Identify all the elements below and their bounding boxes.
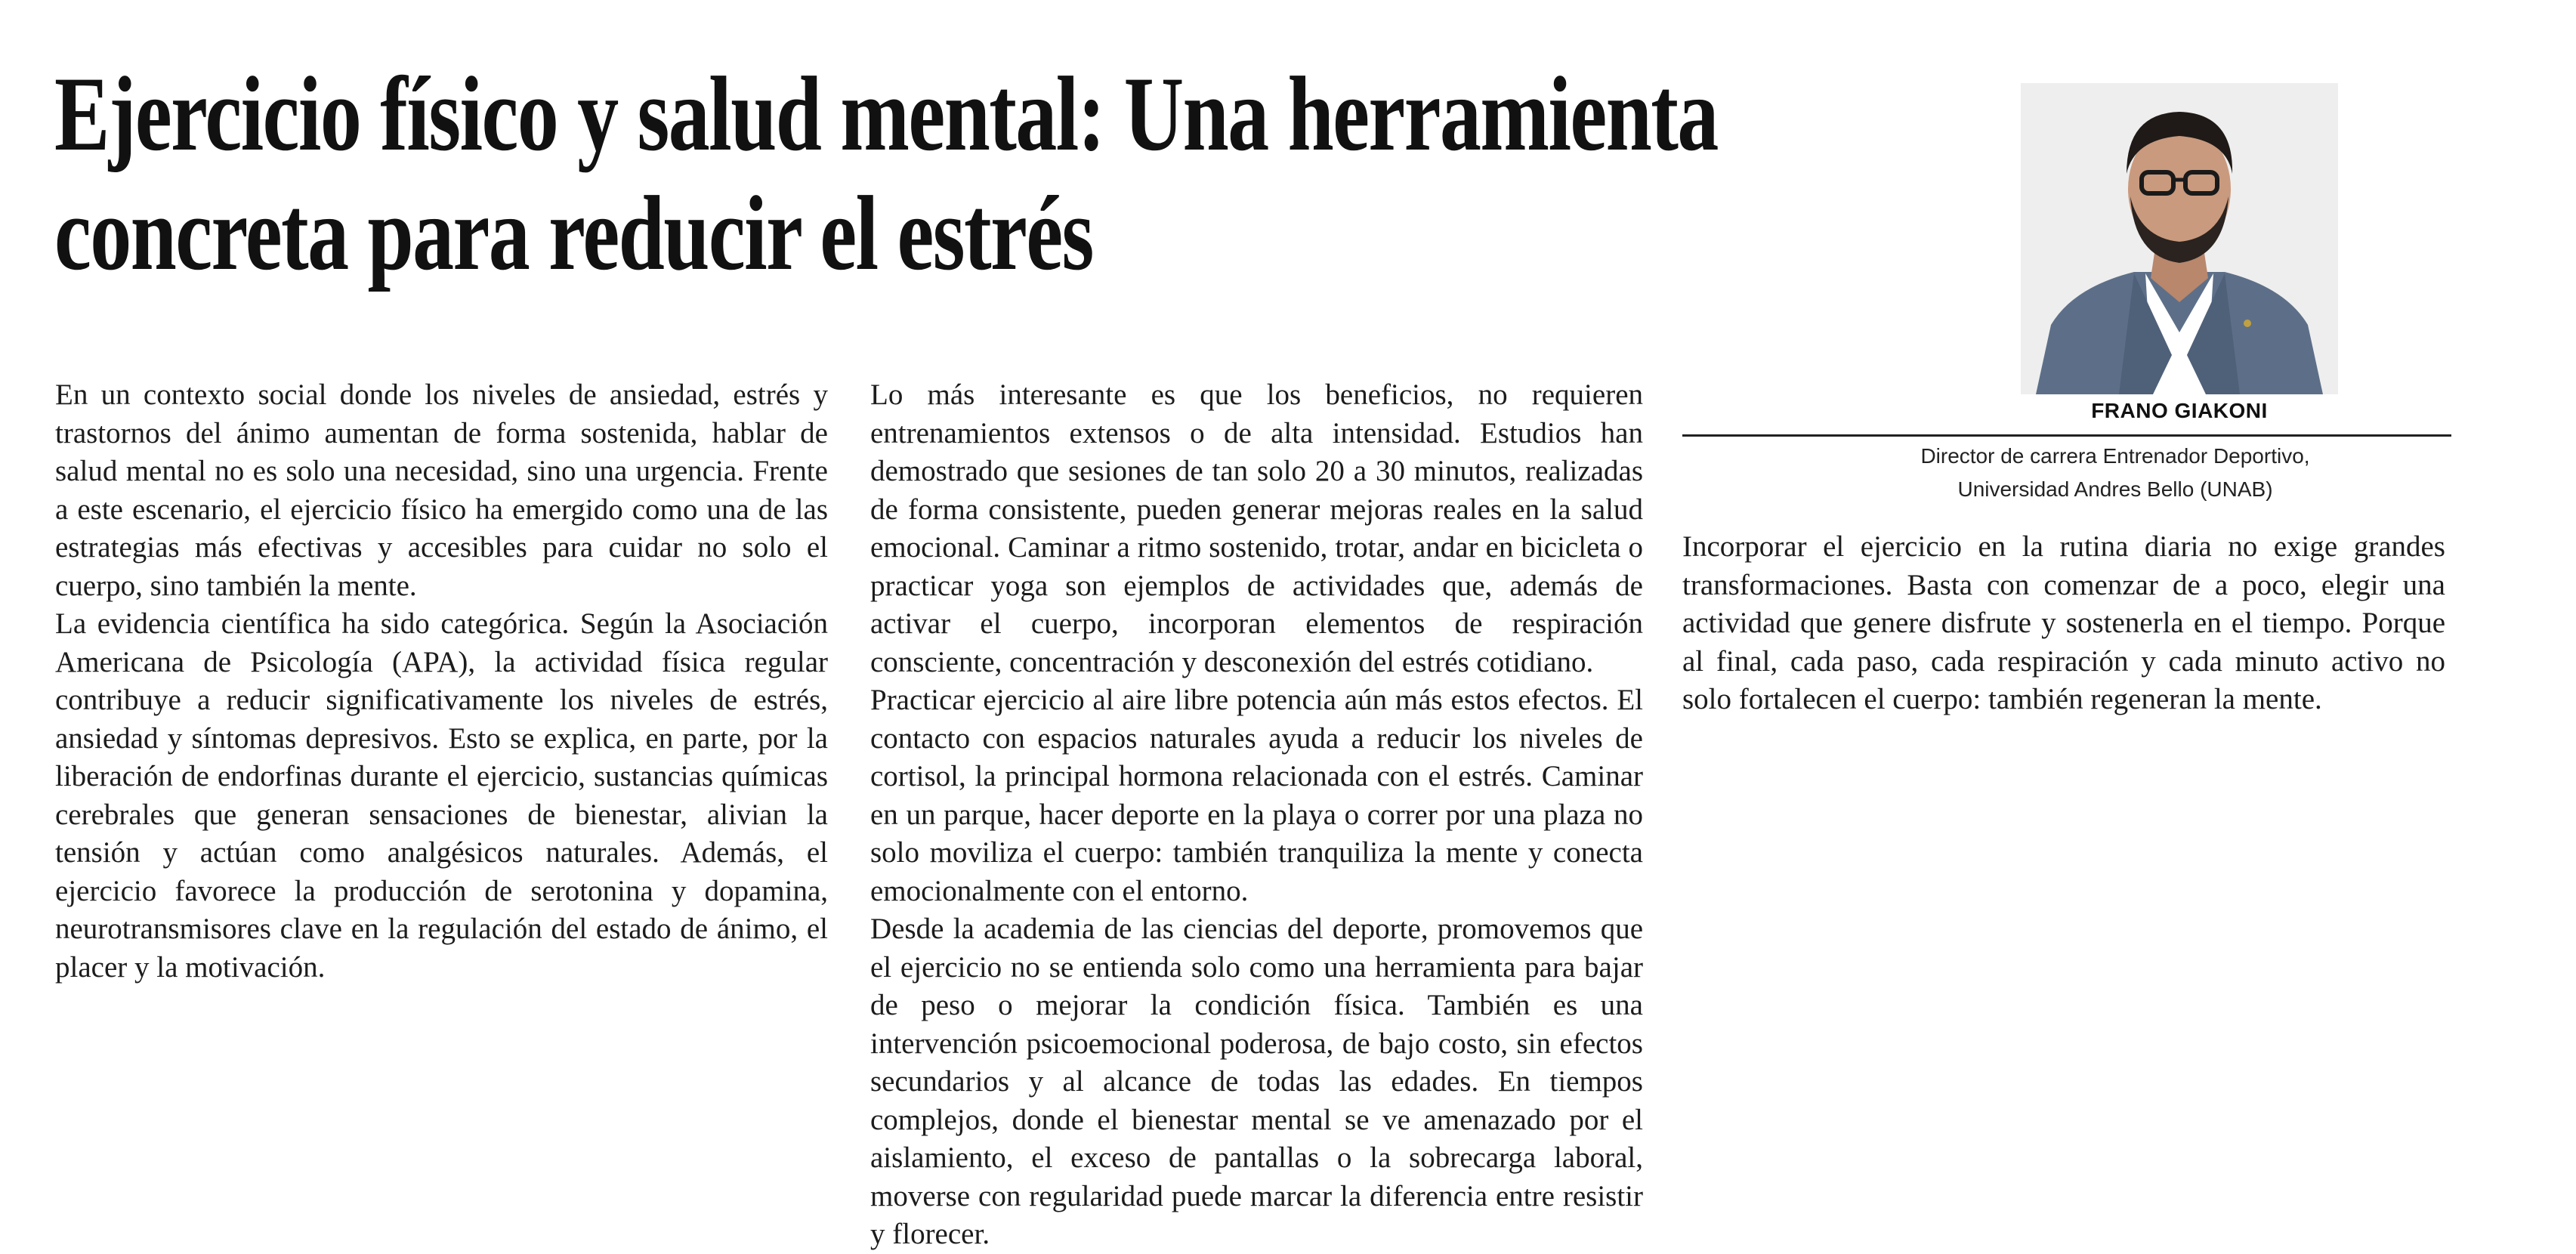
paragraph: Incorporar el ejercicio en la rutina diaria no exige grandes transformaciones. Basta con comenzar de a poco, elegir una actividad que genere disfrute y sostenerla en el tiempo. Porque al final, cada paso, cada respiración y cada minuto activo no solo fortalecen el cuerpo: también regeneran la mente. <box>1682 530 2445 715</box>
paragraph: Practicar ejercicio al aire libre potencia aún más estos efectos. El contacto con espacios naturales ayuda a reducir los niveles de cortisol, la principal hormona relacionada con el estrés. Caminar en un parque, hacer deporte en la playa o correr por una plaza no solo moviliza el cuerpo: también tranquiliza la mente y conecta emocionalmente con el entorno. <box>870 684 1643 907</box>
author-name: FRANO GIAKONI <box>2091 399 2268 422</box>
article-column-1 <box>55 376 828 987</box>
paragraph: La evidencia científica ha sido categórica. Según la Asociación Americana de Psicología (APA), la actividad física regular contribuye a reducir significativamente los niveles de estrés, ansiedad y síntomas depresivos. Esto se explica, en parte, por la liberación de endorfinas durante el ejercicio, sustancias químicas cerebrales que generan sensaciones de bienestar, alivian la tensión y actúan como analgésicos naturales. Además, el ejercicio favorece la producción de serotonina y dopamina, neurotransmisores clave en la regulación del estado de ánimo, el placer y la motivación. <box>55 607 828 984</box>
paragraph: Lo más interesante es que los beneficios, no requieren entrenamientos extensos o de alta intensidad. Estudios han demostrado que sesiones de tan solo 20 a 30 minutos, realizadas de forma consistente, pueden generar mejoras reales en la salud emocional. Caminar a ritmo sostenido, trotar, andar en bicicleta o practicar yoga son ejemplos de actividades que, además de activar el cuerpo, incorporan elementos de respiración consciente, concentración y desconexión del estrés cotidiano. <box>870 378 1643 678</box>
article-column-3 <box>1682 528 2445 719</box>
paragraph: Desde la academia de las ciencias del deporte, promovemos que el ejercicio no se entienda solo como una herramienta para bajar de peso o mejorar la condición física. También es una intervención psicoemocional poderosa, de bajo costo, sin efectos secundarios y al alcance de todas las edades. En tiempos complejos, donde el bienestar mental se ve amenazado por el aislamiento, el exceso de pantallas o la sobrecarga laboral, moverse con regularidad puede marcar la diferencia entre resistir y florecer. <box>870 913 1643 1250</box>
byline-divider <box>1682 434 2451 437</box>
article-headline: Ejercicio físico y salud mental: Una herramienta concreta para reducir el estrés <box>54 55 1718 292</box>
author-role <box>1851 440 2380 506</box>
author-affiliation: Universidad Andres Bello (UNAB) <box>1957 477 2273 501</box>
paragraph: En un contexto social donde los niveles de ansiedad, estrés y trastornos del ánimo aumentan de forma sostenida, hablar de salud mental no es solo una necesidad, sino una urgencia. Frente a este escenario, el ejercicio físico ha emergido como una de las estrategias más efectivas y accesibles para cuidar no solo el cuerpo, sino también la mente. <box>55 378 828 602</box>
author-portrait <box>2021 83 2338 394</box>
author-title: Director de carrera Entrenador Deportivo, <box>1920 444 2310 468</box>
author-photo <box>2021 83 2338 394</box>
article-column-2 <box>870 376 1643 1254</box>
